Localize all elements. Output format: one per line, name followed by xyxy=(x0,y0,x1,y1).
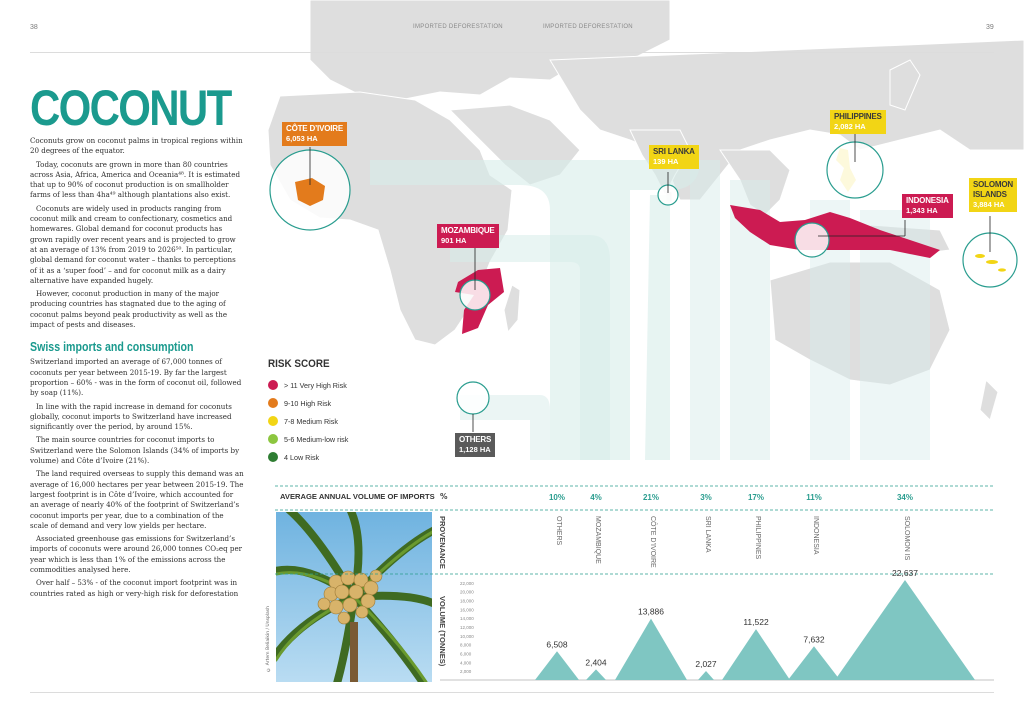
value-label: 2,404 xyxy=(585,657,607,668)
y-tick-label: 2,000 xyxy=(460,669,472,675)
percent-label: 10% xyxy=(548,493,566,502)
label-solomon-islands: SOLOMON ISLANDS 3,884 HA xyxy=(969,178,1017,212)
running-head-left: IMPORTED DEFORESTATION xyxy=(413,24,503,30)
y-tick-label: 16,000 xyxy=(460,607,474,613)
running-head-right: IMPORTED DEFORESTATION xyxy=(543,24,633,30)
paragraph: Associated greenhouse gas emissions for Switzerland’s imports of coconuts were around 26,000 tonnes CO₂eq per year which is less than 1% of the emissions across the commodities analysed here. xyxy=(30,534,243,574)
y-tick-label: 22,000 xyxy=(460,580,474,586)
label-others: OTHERS 1,128 HA xyxy=(455,433,495,457)
volume-axis-label: VOLUME (TONNES) xyxy=(438,596,447,667)
volume-peak-6 xyxy=(835,580,975,680)
legend-item: 7-8 Medium Risk xyxy=(268,412,418,430)
legend-title: RISK SCORE xyxy=(268,358,330,370)
y-tick-label: 18,000 xyxy=(460,598,474,604)
value-label: 6,508 xyxy=(546,639,568,650)
volume-peak-3 xyxy=(698,671,714,680)
paragraph: Coconuts grow on coconut palms in tropical regions within 20 degrees of the equator. xyxy=(30,136,243,156)
percent-label: 11% xyxy=(806,493,822,502)
y-tick-label: 12,000 xyxy=(460,624,474,630)
y-tick-label: 6,000 xyxy=(460,651,472,657)
volume-peak-4 xyxy=(722,629,790,680)
legend-item: 4 Low Risk xyxy=(268,448,418,466)
y-tick-label: 14,000 xyxy=(460,616,474,622)
category-label: SOLOMON IS xyxy=(903,516,910,561)
paragraph: However, coconut production in many of the major producing countries has stagnated due to the aging of coconut palms beyond peak productivity as well as the impact of pests and diseases. xyxy=(30,289,228,330)
label-sri-lanka: SRI LANKA 139 HA xyxy=(649,145,699,169)
paragraph: Switzerland imported an average of 67,000 tonnes of coconuts per year between 2015-19. By far the largest proportion – 60% - was in the form of coconut oil, followed by soap (11%). xyxy=(30,357,242,398)
y-tick-label: 4,000 xyxy=(460,660,472,666)
paragraph: Coconuts are widely used in products ranging from coconut milk and cream to confectionary, cosmetics and homewares. Global demand for coconut products has grown rapidly over recent years and is projected to grow at an average of 13% from 2019 to 2026⁵⁰. In particular, global demand for coconut water – thanks to perceptions of it as a ‘super food’ – and for coconut milk as a dairy alternative have expanded hugely. xyxy=(30,203,236,285)
label-cote-divoire: CÔTE D’IVOIRE 6,053 HA xyxy=(282,122,347,146)
label-philippines: PHILIPPINES 2,082 HA xyxy=(830,110,886,134)
percent-label: 4% xyxy=(590,493,602,502)
legend-item: 9-10 High Risk xyxy=(268,394,418,412)
value-label: 13,886 xyxy=(638,606,664,617)
y-tick-label: 8,000 xyxy=(460,642,472,648)
right-page-number: 39 xyxy=(986,24,994,31)
volume-peak-0 xyxy=(535,651,579,680)
category-label: OTHERS xyxy=(555,516,562,546)
percent-label: 3% xyxy=(700,493,712,502)
percent-label: 34% xyxy=(896,493,914,502)
paragraph: The land required overseas to supply this demand was an average of 16,000 hectares per year between 2015-19. The largest footprint is in Côte d’Ivoire, which accounted for an average of nearly 40% of the footprint of Switzerland’s coconut imports per year, due to a combination of the scale of demand and very low yields per hectare. xyxy=(30,469,244,530)
percent-label: 21% xyxy=(642,493,660,502)
left-page-number: 38 xyxy=(30,24,38,31)
category-label: INDONESIA xyxy=(812,516,819,555)
percent-label: 17% xyxy=(747,493,765,502)
photo-credit: © Artem Beliaikin / Unsplash xyxy=(266,606,271,672)
chart-title: AVERAGE ANNUAL VOLUME OF IMPORTS xyxy=(280,492,435,501)
legend-item: 5-6 Medium-low risk xyxy=(268,430,418,448)
label-mozambique: MOZAMBIQUE 901 HA xyxy=(437,224,499,248)
volume-peak-1 xyxy=(586,669,606,680)
paragraph: The main source countries for coconut imports to Switzerland were the Solomon Islands (34% of imports by volume) and Côte d’Ivoire (21%). xyxy=(30,435,240,466)
volume-peak-2 xyxy=(615,619,687,680)
volume-peak-5 xyxy=(788,646,840,680)
percent-header: % xyxy=(440,492,448,501)
category-label: SRI LANKA xyxy=(704,516,711,553)
y-tick-label: 10,000 xyxy=(460,633,474,639)
page-title: COCONUT xyxy=(30,80,231,136)
label-indonesia: INDONESIA 1,343 HA xyxy=(902,194,953,218)
provenance-axis-label: PROVENANCE xyxy=(438,516,447,569)
section-subhead: Swiss imports and consumption xyxy=(30,340,194,355)
value-label: 2,027 xyxy=(695,659,717,670)
paragraph: Over half – 53% - of the coconut import footprint was in countries rated as high or very-high risk for deforestation xyxy=(30,578,239,598)
y-tick-label: 20,000 xyxy=(460,589,474,595)
legend-item: > 11 Very High Risk xyxy=(268,376,418,394)
paragraph: In line with the rapid increase in demand for coconuts globally, coconut imports to Switzerland have increased significantly over the period, by around 15%. xyxy=(30,401,232,432)
category-label: MOZAMBIQUE xyxy=(594,516,601,564)
category-label: CÔTE D’IVOIRE xyxy=(649,516,656,568)
value-label: 11,522 xyxy=(743,617,769,628)
value-label: 22,637 xyxy=(892,568,918,578)
category-label: PHILIPPINES xyxy=(754,516,761,560)
value-label: 7,632 xyxy=(803,634,825,645)
paragraph: Today, coconuts are grown in more than 80 countries across Asia, Africa, America and Oceania⁴⁸. It is estimated that up to 90% of coconut production is on smallholder farms of less than 4ha⁴⁹ although plantations also exist. xyxy=(30,159,240,200)
